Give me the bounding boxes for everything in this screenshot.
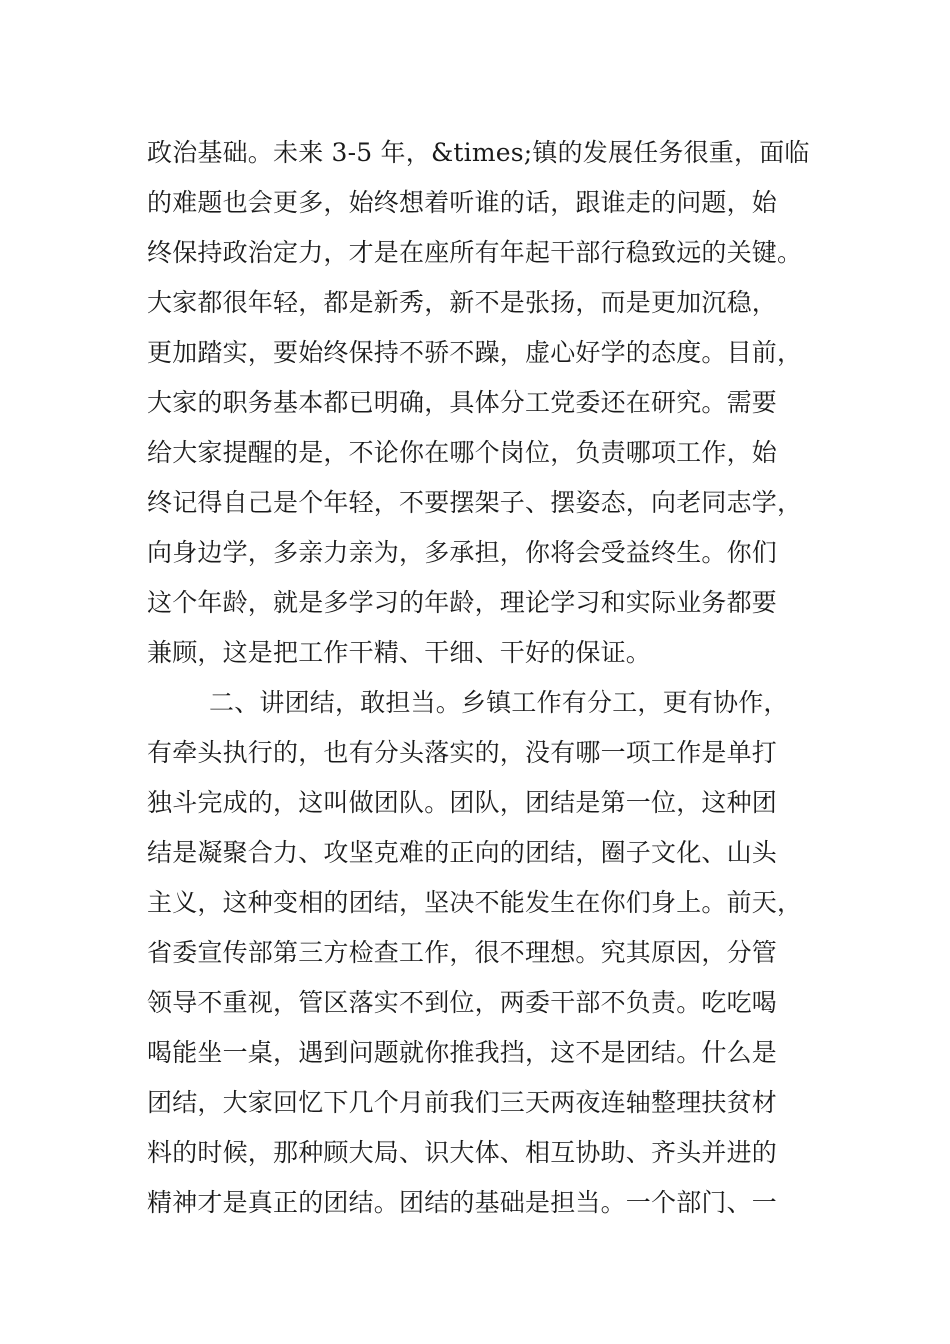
text-line: 这个年龄，就是多学习的年龄，理论学习和实际业务都要 bbox=[147, 588, 778, 617]
text-line: 团结，大家回忆下几个月前我们三天两夜连轴整理扶贫材 bbox=[147, 1088, 778, 1117]
text-line: 省委宣传部第三方检查工作，很不理想。究其原因，分管 bbox=[147, 938, 778, 967]
text-line: 主义，这种变相的团结，坚决不能发生在你们身上。前天， bbox=[147, 888, 803, 917]
text-line: 结是凝聚合力、攻坚克难的正向的团结，圈子文化、山头 bbox=[147, 838, 778, 867]
text-line: 兼顾，这是把工作干精、干细、干好的保证。 bbox=[147, 638, 652, 667]
text-line: 终记得自己是个年轻，不要摆架子、摆姿态，向老同志学， bbox=[147, 488, 803, 517]
text-line: 的难题也会更多，始终想着听谁的话，跟谁走的问题，始 bbox=[147, 188, 778, 217]
text-line: 终保持政治定力，才是在座所有年起干部行稳致远的关键。 bbox=[147, 238, 803, 267]
text-line: 有牵头执行的，也有分头落实的，没有哪一项工作是单打 bbox=[147, 738, 778, 767]
text-line: 向身边学，多亲力亲为，多承担，你将会受益终生。你们 bbox=[147, 538, 778, 567]
text-line: 精神才是真正的团结。团结的基础是担当。一个部门、一 bbox=[147, 1188, 778, 1217]
section-heading-line: 二、讲团结，敢担当。乡镇工作有分工，更有协作， bbox=[209, 688, 789, 717]
text-line: 更加踏实，要始终保持不骄不躁，虚心好学的态度。目前， bbox=[147, 338, 803, 367]
text-line: 独斗完成的，这叫做团队。团队，团结是第一位，这种团 bbox=[147, 788, 778, 817]
text-line: 大家的职务基本都已明确，具体分工党委还在研究。需要 bbox=[147, 388, 778, 417]
text-line: 领导不重视，管区落实不到位，两委干部不负责。吃吃喝 bbox=[147, 988, 778, 1017]
text-line: 料的时候，那种顾大局、识大体、相互协助、齐头并进的 bbox=[147, 1138, 778, 1167]
text-line: 给大家提醒的是，不论你在哪个岗位，负责哪项工作，始 bbox=[147, 438, 778, 467]
text-line: 大家都很年轻，都是新秀，新不是张扬，而是更加沉稳， bbox=[147, 288, 778, 317]
text-line: 政治基础。未来 3-5 年，&times;镇的发展任务很重，面临 bbox=[147, 138, 810, 167]
text-line: 喝能坐一桌，遇到问题就你推我挡，这不是团结。什么是 bbox=[147, 1038, 778, 1067]
